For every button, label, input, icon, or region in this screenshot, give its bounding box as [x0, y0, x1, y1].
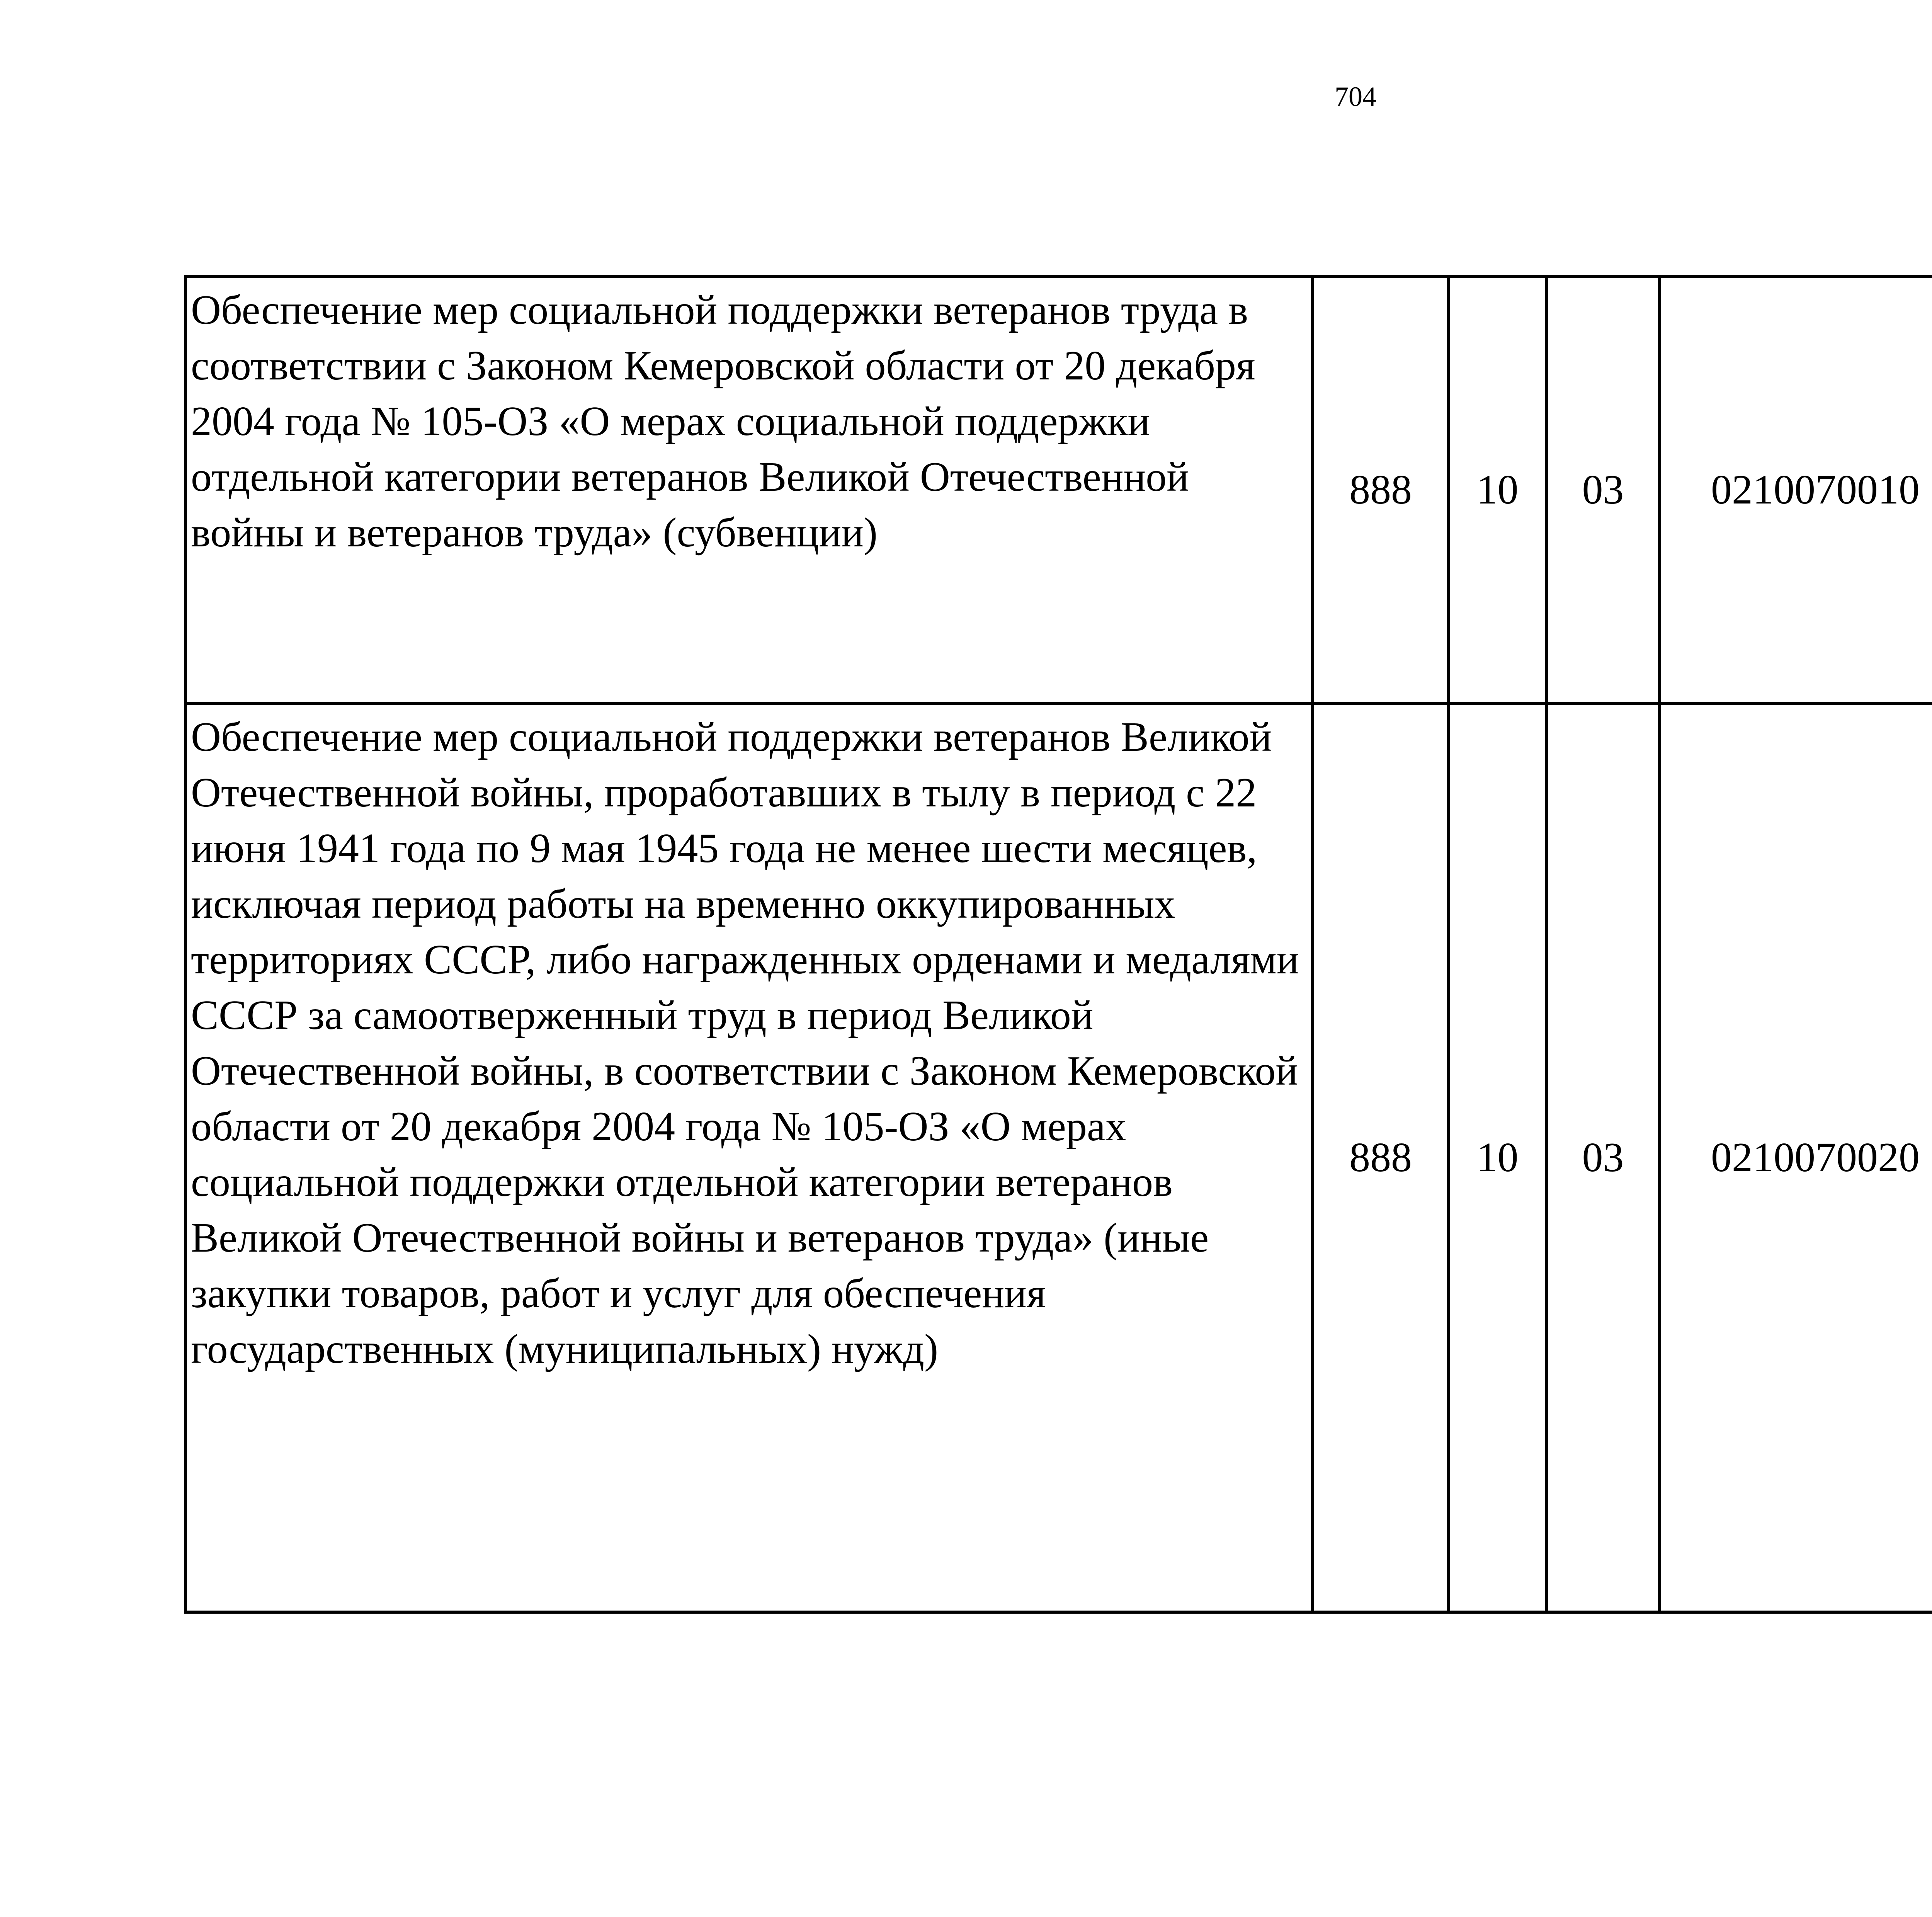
subsection-code: 03 — [1546, 276, 1660, 703]
row-description: Обеспечение мер социальной поддержки ветеранов Великой Отечественной войны, проработавших в тылу в период с 22 июня 1941 года по 9 мая 1945 года не менее шести месяцев, исключая период работы на временно оккупированных территориях СССР, либо награжденных орденами и медалями СССР за самоотверженный труд в период Великой Отечественной войны, в соответствии с Законом Кемеровской области от 20 декабря 2004 года № 105-ОЗ «О мерах социальной поддержки отдельной категории ветеранов Великой Отечественной войны и ветеранов труда» (иные закупки товаров, работ и услуг для обеспечения государственных (муниципальных) нужд) — [185, 703, 1313, 1612]
budget-table — [184, 275, 1932, 1614]
ministry-code: 888 — [1313, 276, 1449, 703]
section-code: 10 — [1449, 703, 1546, 1612]
subsection-code: 03 — [1546, 703, 1660, 1612]
target-article-code: 0210070010 — [1660, 276, 1932, 703]
table-row — [185, 703, 1932, 1612]
ministry-code: 888 — [1313, 703, 1449, 1612]
row-description: Обеспечение мер социальной поддержки ветеранов труда в соответствии с Законом Кемеровской области от 20 декабря 2004 года № 105-ОЗ «О мерах социальной поддержки отдельной категории ветеранов Великой Отечественной войны и ветеранов труда» (субвенции) — [185, 276, 1313, 703]
page-number: 704 — [1335, 81, 1376, 112]
section-code: 10 — [1449, 276, 1546, 703]
table-row — [185, 276, 1932, 703]
target-article-code: 0210070020 — [1660, 703, 1932, 1612]
